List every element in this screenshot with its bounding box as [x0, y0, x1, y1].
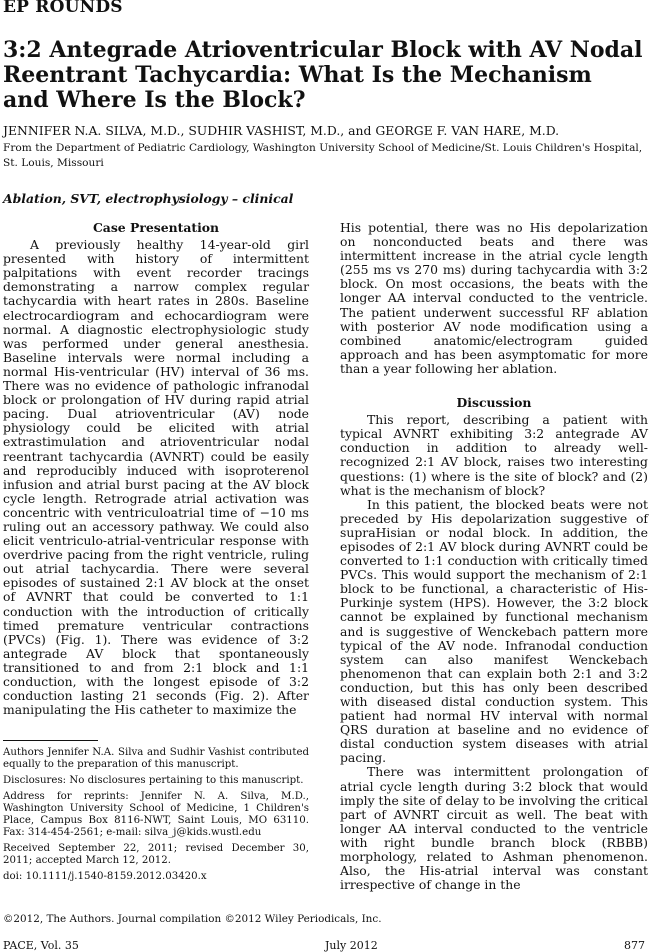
discussion-paragraph: This report, describing a patient with typical AVNRT exhibiting 3:2 antegrade AV conduction in addition to already well-recognized 2:1 AV block, raises two interesting questions: (1) where is the site of block? and (2) what is the mechanism of block?: [340, 412, 648, 498]
affiliation: From the Department of Pediatric Cardiology, Washington University School of Medicine/St. Louis Children's Hospital, St. Louis, Missouri: [3, 142, 643, 169]
footnote-disclosures: Disclosures: No disclosures pertaining to this manuscript.: [3, 775, 304, 786]
case-presentation-heading: Case Presentation: [92, 220, 220, 235]
footnote-reprint-address: Address for reprints: Jennifer N. A. Silva, M.D., Washington University School of Medicine, 1 Children's Place, Campus Box 8116-NWT, Saint Louis, MO 63110. Fax: 314-454-2561; e-mail: silva_j@kids.wustl.edu: [3, 791, 309, 838]
section-label: EP ROUNDS: [3, 0, 123, 17]
discussion-heading: Discussion: [456, 395, 532, 411]
footer-date: July 2012: [325, 939, 378, 952]
footnote-doi: doi: 10.1111/j.1540-8159.2012.03420.x: [3, 871, 207, 882]
discussion-paragraph: In this patient, the blocked beats were not preceded by His depolarization suggestive of supraHisian or nodal block. In addition, the episodes of 2:1 AV block during AVNRT could be converted to 1:1 conduction with critically timed PVCs. This would support the mechanism of 2:1 block to be functional, a characteristic of His-Purkinje system (HPS). However, the 3:2 block cannot be explained by functional mechanism and is suggestive of Wenckebach pattern more typical of the AV node. Infranodal conduction system can also manifest Wenckebach phenomenon that can explain both 2:1 and 3:2 conduction, but this has only been described with diseased distal conduction system. This patient had normal HV interval with normal QRS duration at baseline and no evidence of distal conduction system diseases with atrial pacing.: [340, 496, 648, 766]
footnote-contribution: Authors Jennifer N.A. Silva and Sudhir Vashist contributed equally to the preparation of this manuscript.: [3, 747, 309, 770]
left-column: [3, 221, 309, 717]
keywords: Ablation, SVT, electrophysiology – clinical: [3, 191, 294, 206]
article-title: 3:2 Antegrade Atrioventricular Block with AV Nodal Reentrant Tachycardia: What Is the Mechanism and Where Is the Block?: [3, 37, 643, 113]
footnotes: [3, 747, 309, 887]
footer-page-number: 877: [624, 939, 645, 952]
copyright-line: ©2012, The Authors. Journal compilation ©2012 Wiley Periodicals, Inc.: [3, 913, 382, 925]
footnote-divider: [3, 740, 98, 741]
right-column: [340, 221, 648, 892]
case-presentation-paragraph: A previously healthy 14-year-old girl presented with history of intermittent palpitations with event recorder tracings demonstrating a narrow complex regular tachycardia with heart rates in 280s. Baseline electrocardiogram and echocardiogram were normal. A diagnostic electrophysiologic study was performed under general anesthesia. Baseline intervals were normal including a normal His-ventricular (HV) interval of 36 ms. There was no evidence of pathologic infranodal block or prolongation of HV during rapid atrial pacing. Dual atrioventricular (AV) node physiology could be elicited with atrial extrastimulation and atrioventricular nodal reentrant tachycardia (AVNRT) could be easily and reproducibly induced with isoproterenol infusion and atrial burst pacing at the AV block cycle length. Retrograde atrial activation was concentric with ventriculoatrial time of −10 ms ruling out an accessory pathway. We could also elicit ventriculo-atrial-ventricular response with overdrive pacing from the right ventricle, ruling out atrial tachycardia. There were several episodes of sustained 2:1 AV block at the onset of AVNRT that could be converted to 1:1 conduction with the introduction of critically timed premature ventricular contractions (PVCs) (Fig. 1). There was evidence of 3:2 antegrade AV block that spontaneously transitioned to and from 2:1 block and 1:1 conduction, with the longest episode of 3:2 conduction lasting 21 seconds (Fig. 2). After manipulating the His catheter to maximize the: [3, 237, 309, 718]
case-presentation-continuation: His potential, there was no His depolarization on nonconducted beats and there was intermittent increase in the atrial cycle length (255 ms vs 270 ms) during tachycardia with 3:2 block. On most occasions, the beats with the longer AA interval conducted to the ventricle. The patient underwent successful RF ablation with posterior AV node modification using a combined anatomic/electrogram guided approach and has been asymptomatic for more than a year following her ablation.: [340, 220, 648, 376]
footer-journal: PACE, Vol. 35: [3, 939, 79, 952]
author-list: JENNIFER N.A. SILVA, M.D., SUDHIR VASHIST, M.D., and GEORGE F. VAN HARE, M.D.: [3, 123, 560, 138]
footnote-received-dates: Received September 22, 2011; revised December 30, 2011; accepted March 12, 2012.: [3, 843, 309, 866]
discussion-paragraph: There was intermittent prolongation of atrial cycle length during 3:2 block that would imply the site of delay to be involving the critical part of AVNRT circuit as well. The beat with longer AA interval conducted to the ventricle with right bundle branch block (RBBB) morphology, related to Ashman phenomenon. Also, the His-atrial interval was constant irrespective of change in the: [340, 764, 648, 893]
